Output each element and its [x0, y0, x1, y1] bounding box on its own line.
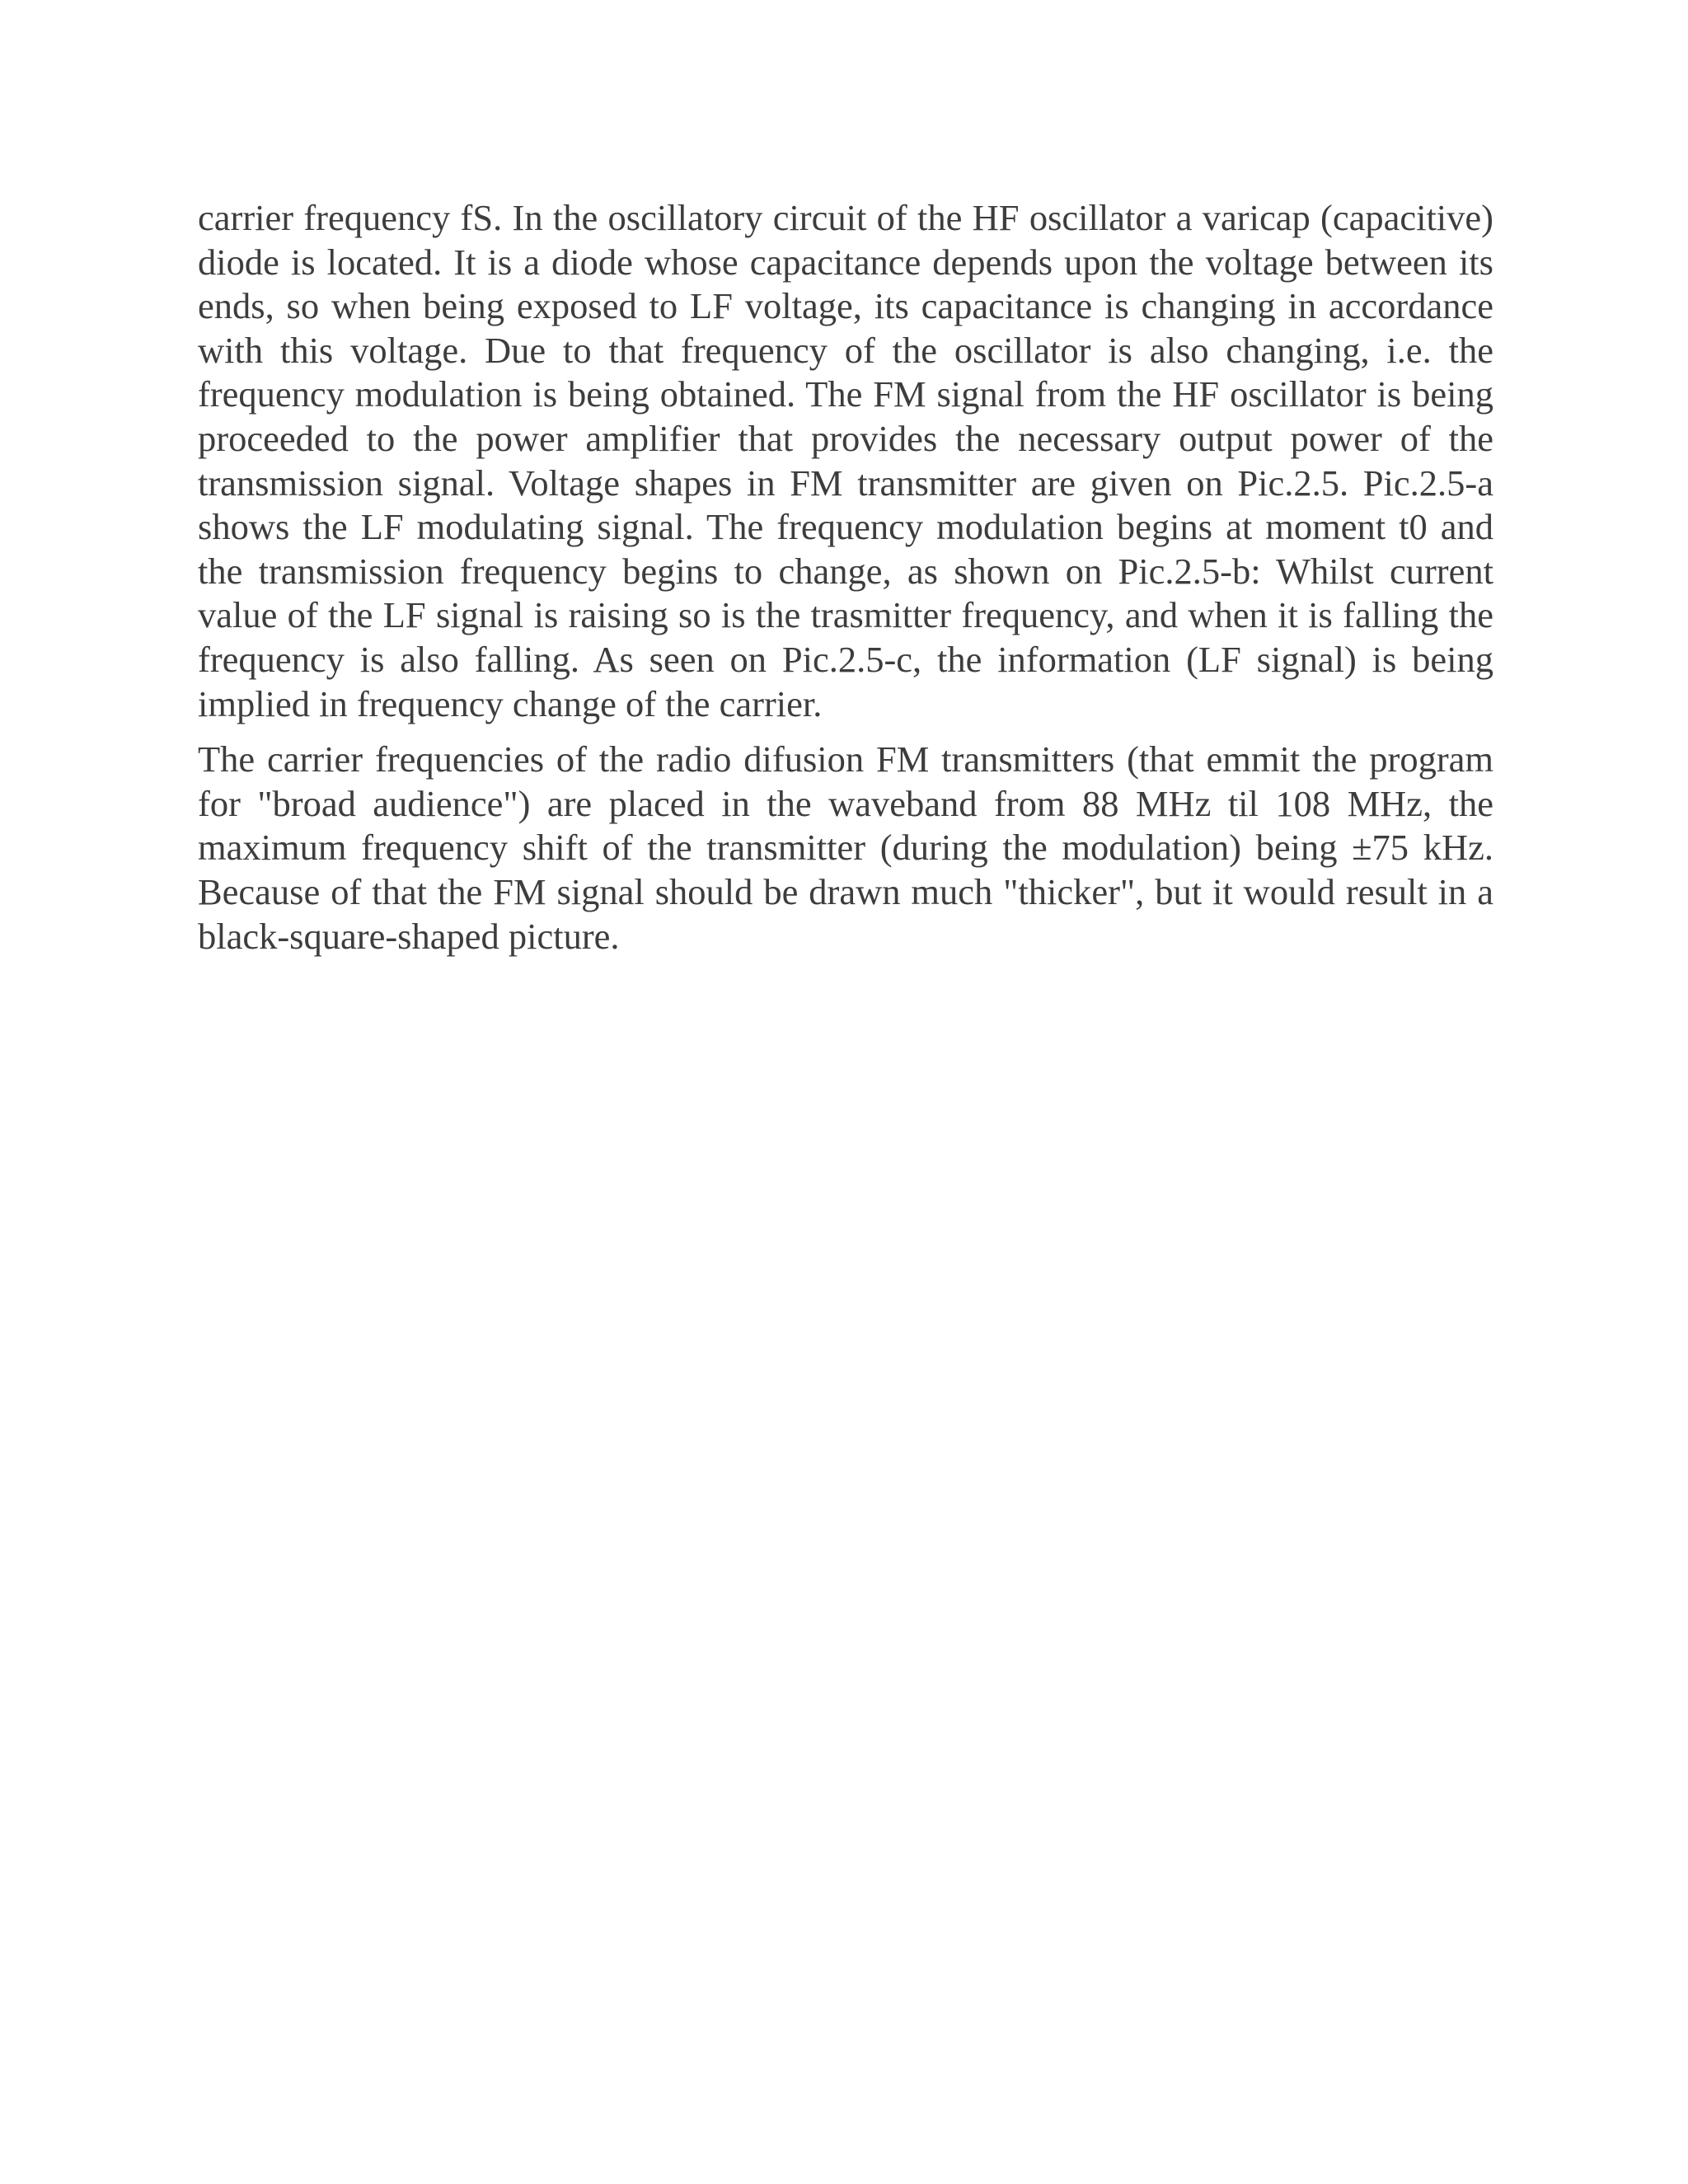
body-text	[198, 196, 1493, 958]
paragraph-2: The carrier frequencies of the radio difusion FM transmitters (that emmit the program for "broad audience") are placed in the waveband from 88 MHz til 108 MHz, the maximum frequency shift of the transmitter (during the modulation) being ±75 kHz. Because of that the FM signal should be drawn much "thicker", but it would result in a black-square-shaped picture.	[198, 738, 1493, 957]
paragraph-1: carrier frequency fS. In the oscillatory circuit of the HF oscillator a varicap (capacitive) diode is located. It is a diode whose capacitance depends upon the voltage between its ends, so when being exposed to LF voltage, its capacitance is changing in accordance with this voltage. Due to that frequency of the oscillator is also changing, i.e. the frequency modulation is being obtained. The FM signal from the HF oscillator is being proceeded to the power amplifier that provides the necessary output power of the transmission signal. Voltage shapes in FM transmitter are given on Pic.2.5. Pic.2.5-a shows the LF modulating signal. The frequency modulation begins at moment t0 and the transmission frequency begins to change, as shown on Pic.2.5-b: Whilst current value of the LF signal is raising so is the trasmitter frequency, and when it is falling the frequency is also falling. As seen on Pic.2.5-c, the information (LF signal) is being implied in frequency change of the carrier.	[198, 197, 1493, 724]
